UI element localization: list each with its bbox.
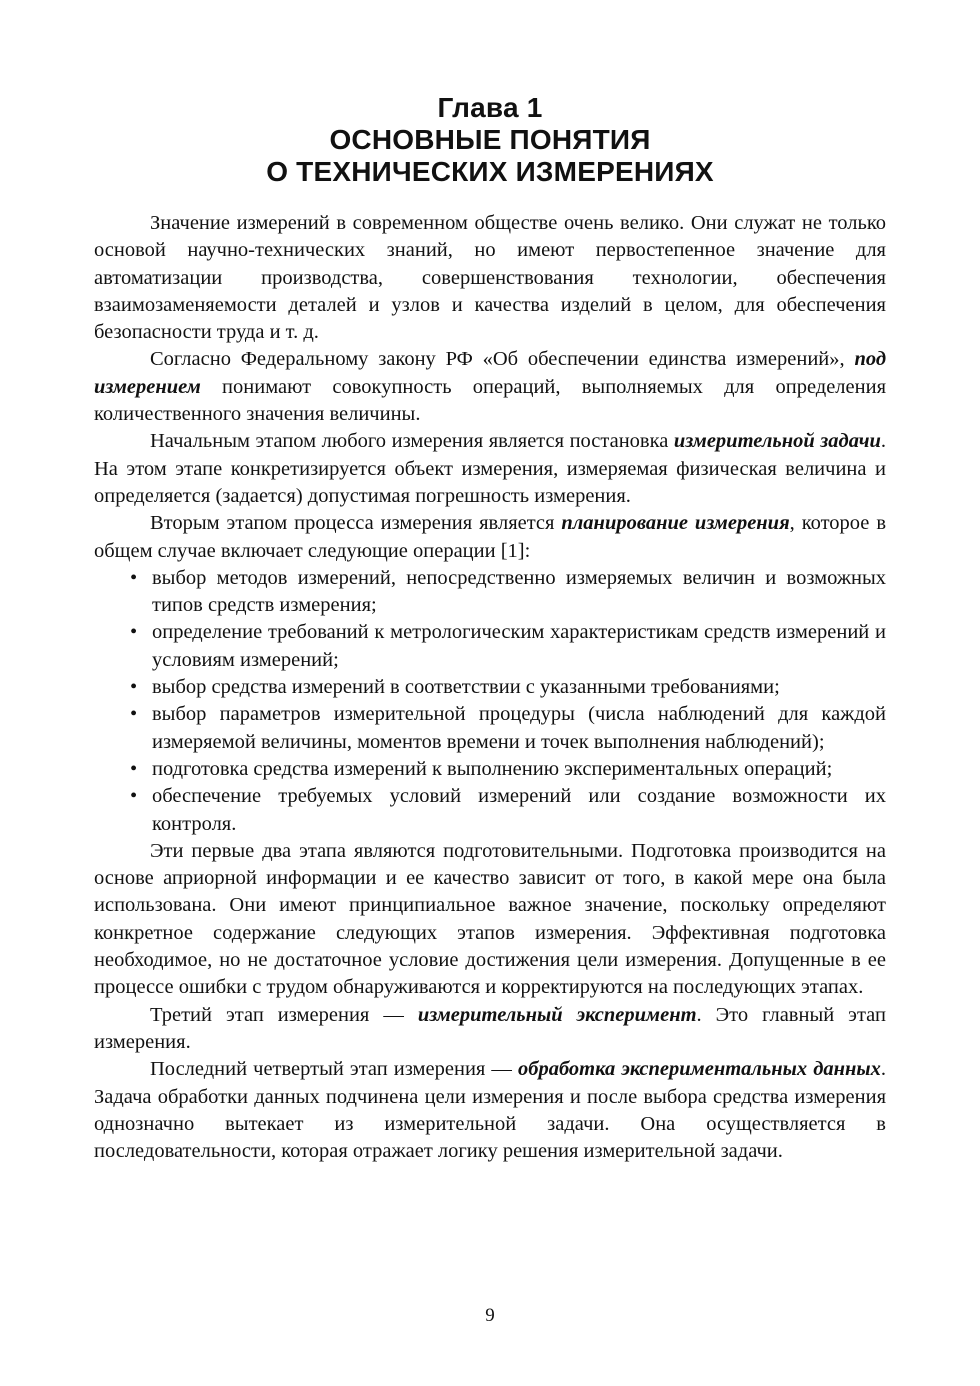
paragraph-4-text-a: Вторым этапом процесса измерения является	[150, 512, 562, 535]
list-item	[94, 565, 886, 620]
list-item-text: подготовка средства измерений к выполнению экспериментальных операций;	[152, 757, 833, 780]
paragraph-7-text-b: . Задача обработки данных подчинена цели измерения и после выбора средства измерения однозначно вытекает из измерительной задачи. Она осуществляется в последовательности, которая отражает логику решения измерительной задачи.	[94, 1058, 886, 1163]
paragraph-2-text-b: понимают совокупность операций, выполняемых для определения количественного значения величины.	[94, 375, 886, 426]
page-content	[94, 92, 886, 1165]
list-item-text: выбор методов измерений, непосредственно измеряемых величин и возможных типов средств измерения;	[152, 566, 886, 617]
term-measurement-planning: планирование измерения	[561, 512, 790, 535]
bullet-icon: •	[130, 757, 138, 780]
chapter-title-line-1: ОСНОВНЫЕ ПОНЯТИЯ	[329, 124, 651, 155]
list-item-text: выбор параметров измерительной процедуры (числа наблюдений для каждой измеряемой величины, моментов времени и точек выполнения наблюдений);	[152, 703, 886, 753]
chapter-heading	[94, 92, 886, 188]
paragraph-5: Эти первые два этапа являются подготовительными. Подготовка производится на основе априорной информации и ее качество зависит от того, в какой мере она была использована. Они имеют принципиальное важное значение, поскольку определяют конкретное содержание следующих этапов измерения. Эффективная подготовка необходимое, но не достаточное условие достижения цели измерения. Допущенные в ее процессе ошибки с трудом обнаруживаются и корректируются на последующих этапах.	[94, 839, 886, 999]
list-item	[94, 619, 886, 674]
paragraph-6-text-b: . Это главный этап измерения.	[94, 1003, 886, 1053]
chapter-label: Глава 1	[437, 92, 543, 123]
paragraph-3	[94, 428, 886, 510]
body-text	[94, 210, 886, 1165]
term-data-processing: обработка экспериментальных данных	[517, 1058, 881, 1081]
chapter-title-line-2: О ТЕХНИЧЕСКИХ ИЗМЕРЕНИЯХ	[266, 156, 714, 187]
paragraph-2	[94, 346, 886, 428]
term-measurement-task: измерительной задачи	[673, 430, 881, 453]
paragraph-6-text-a: Третий этап измерения —	[150, 1003, 418, 1026]
paragraph-7	[94, 1056, 886, 1165]
list-item	[94, 674, 886, 701]
paragraph-3-text-b: . На этом этапе конкретизируется объект измерения, измеряемая физическая величина и определяется (задается) допустимая погрешность измерения.	[94, 430, 886, 507]
list-item-text: определение требований к метрологическим характеристикам средств измерений и условиям измерений;	[152, 621, 886, 671]
bullet-icon: •	[130, 621, 138, 644]
paragraph-4-text-b: , которое в общем случае включает следующие операции [1]:	[94, 512, 887, 562]
bullet-icon: •	[130, 703, 138, 726]
list-item	[94, 701, 886, 756]
bullet-icon: •	[130, 566, 138, 589]
list-item-text: обеспечение требуемых условий измерений или создание возможности их контроля.	[152, 785, 886, 835]
page-number: 9	[485, 1305, 495, 1326]
paragraph-4	[94, 510, 886, 565]
bullet-icon: •	[130, 785, 138, 808]
bullet-icon: •	[130, 676, 138, 699]
list-item	[94, 783, 886, 838]
paragraph-7-text-a: Последний четвертый этап измерения —	[150, 1058, 518, 1081]
term-measurement-experiment: измерительный эксперимент	[417, 1003, 697, 1026]
list-item-text: выбор средства измерений в соответствии с указанными требованиями;	[152, 676, 780, 699]
operations-list	[94, 565, 886, 838]
paragraph-3-text-a: Начальным этапом любого измерения является постановка	[150, 430, 674, 453]
list-item	[94, 756, 886, 783]
paragraph-6	[94, 1002, 886, 1057]
term-measurement: под измерением	[94, 348, 886, 398]
paragraph-1: Значение измерений в современном обществе очень велико. Они служат не только основой научно-технических знаний, но имеют первостепенное значение для автоматизации производства, совершенствования технологии, обеспечения взаимозаменяемости деталей и узлов и качества изделий в целом, для обеспечения безопасности труда и т. д.	[94, 212, 886, 344]
paragraph-2-text-a: Согласно Федеральному закону РФ «Об обеспечении единства измерений»,	[150, 348, 855, 371]
